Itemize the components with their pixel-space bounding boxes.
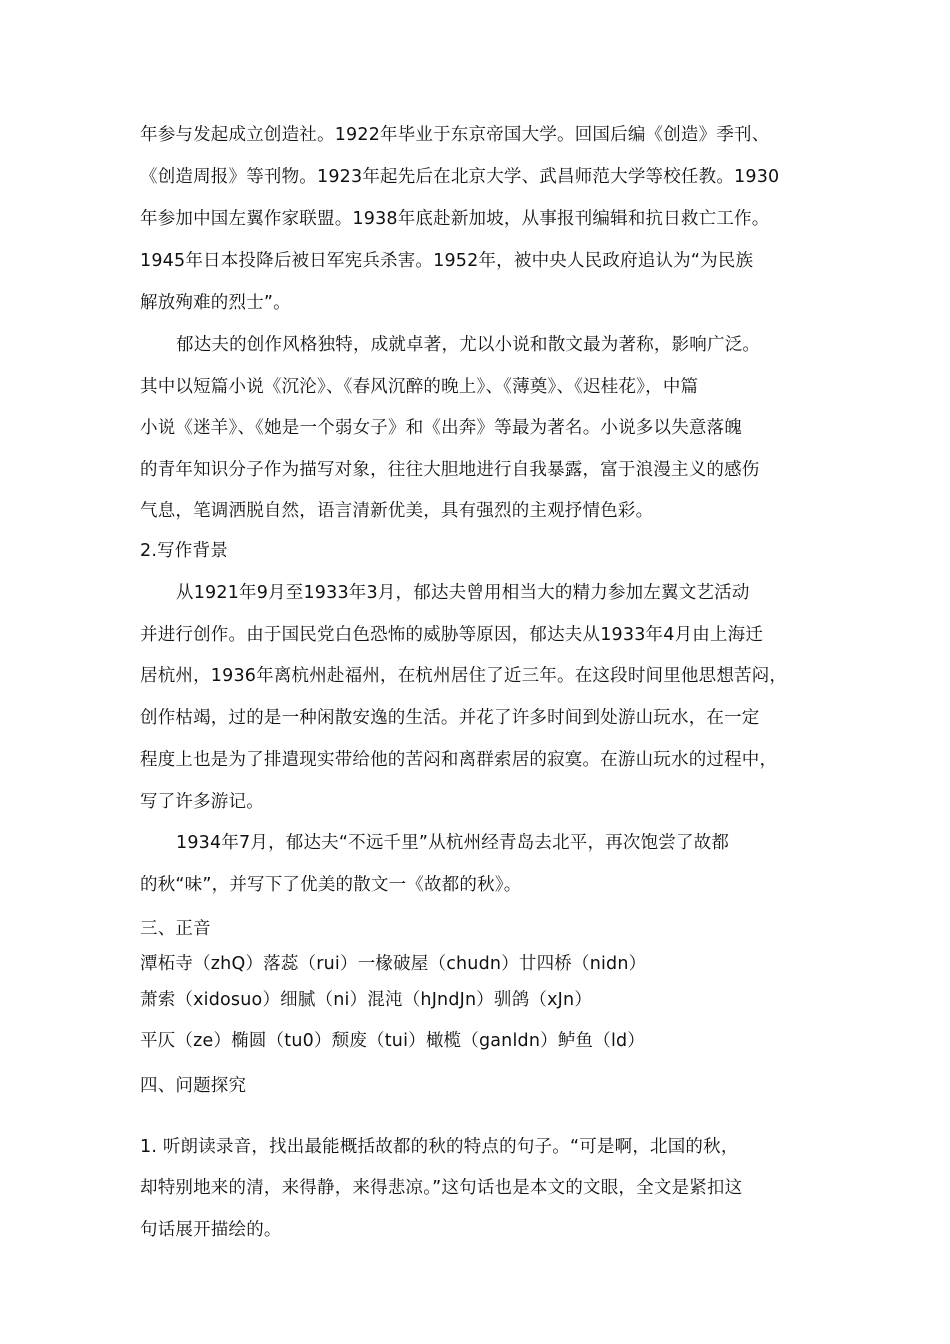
question-line: 句话展开描绘的。 [140, 1220, 282, 1240]
question-line: 1. 听朗读录音，找出最能概括故都的秋的特点的句子。“可是啊，北国的秋， [140, 1137, 739, 1157]
bio-line: 年参加中国左翼作家联盟。1938年底赴新加坡，从事报刊编辑和抗日救亡工作。 [140, 209, 770, 229]
background-line: 居杭州，1936年离杭州赴福州，在杭州居住了近三年。在这段时间里他思想苦闷， [140, 666, 788, 686]
background-line: 创作枯竭，过的是一种闲散安逸的生活。并花了许多时间到处游山玩水，在一定 [140, 708, 760, 728]
background-line: 从1921年9月至1933年3月，郁达夫曾用相当大的精力参加左翼文艺活动 [176, 583, 750, 603]
pronunciation-line: 平仄（ze）椭圆（tu0）颓废（tui）橄榄（ganldn）鲈鱼（ld） [140, 1031, 646, 1051]
style-line: 小说《迷羊》、《她是一个弱女子》和《出奔》等最为著名。小说多以失意落魄 [140, 418, 742, 438]
bio-line: 1945年日本投降后被日军宪兵杀害。1952年，被中央人民政府追认为“为民族 [140, 251, 754, 271]
pronunciation-line: 萧索（xidosuo）细腻（ni）混沌（hJndJn）驯鸽（xJn） [140, 990, 593, 1010]
bio-line: 《创造周报》等刊物。1923年起先后在北京大学、武昌师范大学等校任教。1930 [140, 167, 780, 187]
style-line: 的青年知识分子作为描写对象，往往大胆地进行自我暴露，富于浪漫主义的感伤 [140, 460, 760, 480]
background-line: 写了许多游记。 [140, 792, 264, 812]
trip-line: 1934年7月，郁达夫“不远千里”从杭州经青岛去北平，再次饱尝了故都 [176, 833, 730, 853]
bio-line: 解放殉难的烈士”。 [140, 293, 291, 313]
bio-line: 年参与发起成立创造社。1922年毕业于东京帝国大学。回国后编《创造》季刊、 [140, 125, 770, 145]
inquiry-heading: 四、问题探究 [140, 1076, 247, 1096]
style-line: 郁达夫的创作风格独特，成就卓著，尤以小说和散文最为著称，影响广泛。 [176, 335, 761, 355]
trip-line: 的秋“味”，并写下了优美的散文一《故都的秋》。 [140, 875, 522, 895]
background-line: 程度上也是为了排遣现实带给他的苦闷和离群索居的寂寞。在游山玩水的过程中， [140, 750, 778, 770]
pronunciation-line: 潭柘寺（zhQ）落蕊（rui）一椽破屋（chudn）廿四桥（nidn） [140, 954, 647, 974]
pronunciation-heading: 三、正音 [140, 919, 211, 939]
question-line: 却特别地来的清，来得静，来得悲凉。”这句话也是本文的文眼，全文是紧扣这 [140, 1178, 743, 1198]
style-line: 其中以短篇小说《沉沦》、《春风沉醉的晚上》、《薄奠》、《迟桂花》，中篇 [140, 377, 699, 397]
background-line: 并进行创作。由于国民党白色恐怖的威胁等原因，郁达夫从1933年4月由上海迁 [140, 625, 764, 645]
style-line: 气息，笔调洒脱自然，语言清新优美，具有强烈的主观抒情色彩。 [140, 501, 654, 521]
background-heading: 2.写作背景 [140, 541, 228, 561]
